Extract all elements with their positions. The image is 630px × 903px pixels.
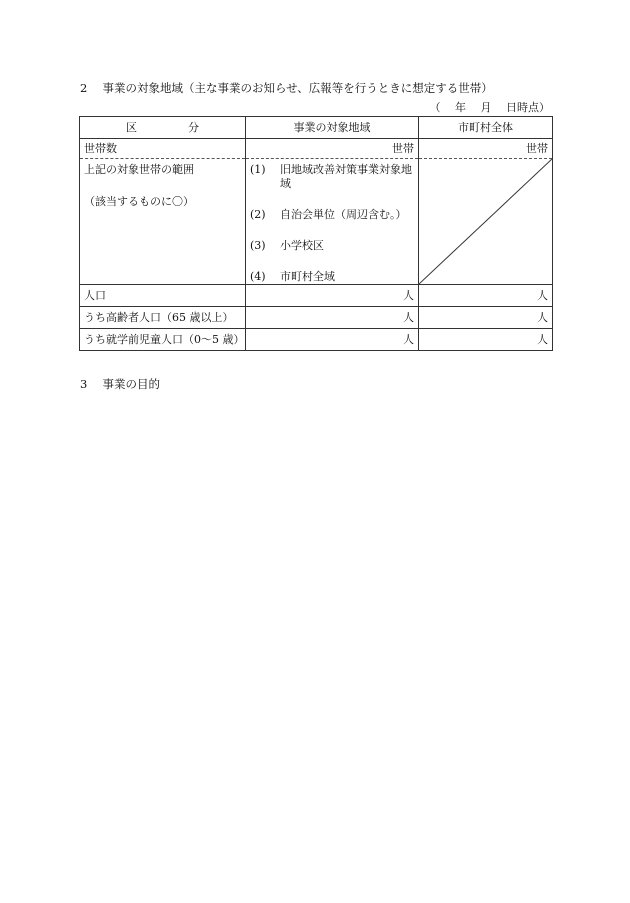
section-3-title: 事業の目的 xyxy=(102,377,160,391)
section-2-number: 2 xyxy=(80,81,88,95)
header-municipality-total: 市町村全体 xyxy=(419,117,553,139)
as-of-year: 年 xyxy=(455,101,466,114)
section-3-number: 3 xyxy=(80,377,88,391)
header-kubun-left: 区 xyxy=(126,120,137,134)
households-total-unit[interactable]: 世帯 xyxy=(419,139,553,159)
elderly-population-label: うち高齢者人口（65 歳以上） xyxy=(80,307,246,329)
option-text: 旧地域改善対策事業対象地域 xyxy=(280,163,412,190)
population-target-unit[interactable]: 人 xyxy=(246,285,419,307)
section-3-heading xyxy=(80,376,160,392)
as-of-day-time: 日時点） xyxy=(506,101,550,114)
section-2-title: 事業の対象地域（主な事業のお知らせ、広報等を行うときに想定する世帯） xyxy=(102,81,493,95)
range-option-2[interactable] xyxy=(250,208,414,222)
section-2-heading xyxy=(80,80,493,96)
option-number: (3) xyxy=(250,239,266,252)
option-number: (4) xyxy=(250,270,266,283)
option-number: (1) xyxy=(250,163,266,176)
diagonal-line xyxy=(419,159,552,284)
range-note: （該当するものに〇） xyxy=(84,195,194,208)
range-empty-diagonal-cell xyxy=(419,159,553,285)
header-kubun-right: 分 xyxy=(188,120,199,134)
preschool-population-row xyxy=(80,329,553,351)
preschool-target-unit[interactable]: 人 xyxy=(246,329,419,351)
range-row xyxy=(80,159,553,285)
range-option-4[interactable] xyxy=(250,270,414,284)
range-label: 上記の対象世帯の範囲 xyxy=(84,163,194,176)
option-text: 小学校区 xyxy=(280,239,324,252)
as-of-date xyxy=(430,99,551,115)
range-options-cell xyxy=(246,159,419,285)
households-label: 世帯数 xyxy=(80,139,246,159)
table-header-row xyxy=(80,117,553,139)
header-target-area: 事業の対象地域 xyxy=(246,117,419,139)
range-option-1[interactable] xyxy=(250,163,414,191)
header-kubun xyxy=(80,117,246,139)
as-of-month: 月 xyxy=(480,101,492,114)
option-number: (2) xyxy=(250,208,266,221)
households-target-unit[interactable]: 世帯 xyxy=(246,139,419,159)
population-label: 人口 xyxy=(80,285,246,307)
range-label-cell xyxy=(80,159,246,285)
preschool-total-unit[interactable]: 人 xyxy=(419,329,553,351)
elderly-population-row xyxy=(80,307,553,329)
elderly-target-unit[interactable]: 人 xyxy=(246,307,419,329)
option-text: 自治会単位（周辺含む。） xyxy=(280,208,407,221)
elderly-total-unit[interactable]: 人 xyxy=(419,307,553,329)
target-area-table xyxy=(79,116,553,351)
population-row xyxy=(80,285,553,307)
option-text: 市町村全域 xyxy=(280,270,335,283)
population-total-unit[interactable]: 人 xyxy=(419,285,553,307)
as-of-open: （ xyxy=(429,101,441,114)
range-option-3[interactable] xyxy=(250,239,414,253)
households-row xyxy=(80,139,553,159)
preschool-population-label: うち就学前児童人口（0〜5 歳） xyxy=(80,329,246,351)
